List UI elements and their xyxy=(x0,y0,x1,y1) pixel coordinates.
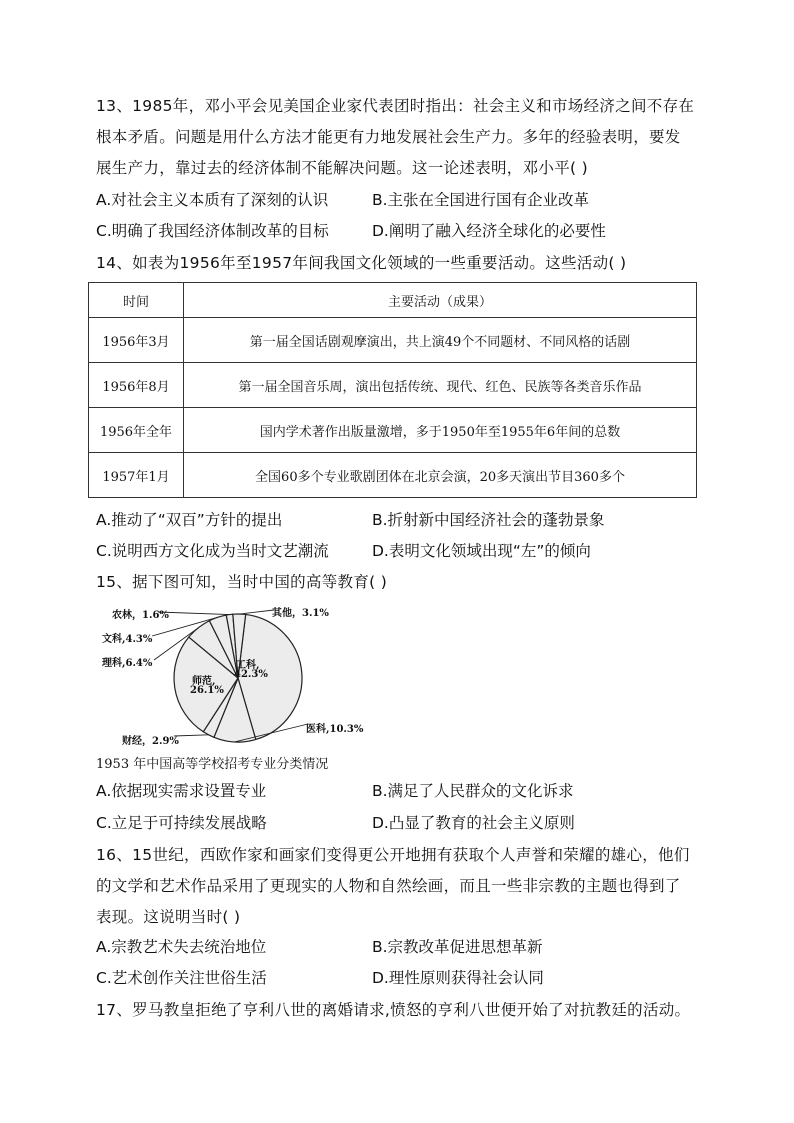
table-header-row xyxy=(89,283,697,318)
label-wenke: 文科,4.3% xyxy=(102,634,153,645)
q13-option-c[interactable]: C.明确了我国经济体制改革的目标 xyxy=(96,222,329,240)
table-cell-activity: 第一届全国音乐周，演出包括传统、现代、红色、民族等各类音乐作品 xyxy=(184,363,697,408)
table-cell-time: 1956年8月 xyxy=(89,363,184,408)
pie-chart xyxy=(96,596,376,750)
activities-table xyxy=(88,282,697,498)
q13-option-d[interactable]: D.阐明了融入经济全球化的必要性 xyxy=(372,222,606,240)
q17-stem-line-1: 17、罗马教皇拒绝了亨利八世的离婚请求,愤怒的亨利八世便开始了对抗教廷的活动。 xyxy=(96,1001,691,1019)
q16-option-a[interactable]: A.宗教艺术失去统治地位 xyxy=(96,938,267,956)
table-row xyxy=(89,318,697,363)
q16-stem-line-2: 的文学和艺术作品采用了更现实的人物和自然绘画，而且一些非宗教的主题也得到了 xyxy=(96,877,681,895)
q16-option-d[interactable]: D.理性原则获得社会认同 xyxy=(372,969,544,987)
table-header-time: 时间 xyxy=(89,283,184,318)
table-row xyxy=(89,363,697,408)
q13-stem-line-1: 13、1985年，邓小平会见美国企业家代表团时指出：社会主义和市场经济之间不存在 xyxy=(96,97,695,115)
label-yike: 医科,10.3% xyxy=(306,724,364,735)
table-cell-activity: 国内学术著作出版量激增，多于1950年至1955年6年间的总数 xyxy=(184,408,697,453)
q15-option-b[interactable]: B.满足了人民群众的文化诉求 xyxy=(372,782,574,800)
q16-option-b[interactable]: B.宗教改革促进思想革新 xyxy=(372,938,543,956)
label-shifan-pct: 26.1% xyxy=(190,685,224,696)
q15-option-a[interactable]: A.依据现实需求设置专业 xyxy=(96,782,267,800)
q14-stem: 14、如表为1956年至1957年间我国文化领域的一些重要活动。这些活动( ) xyxy=(96,254,627,272)
q16-option-c[interactable]: C.艺术创作关注世俗生活 xyxy=(96,969,267,987)
label-qita: 其他，3.1% xyxy=(272,608,329,619)
q13-stem-line-3: 展生产力，靠过去的经济体制不能解决问题。这一论述表明，邓小平( ) xyxy=(96,159,588,177)
leader-line-财经 xyxy=(174,735,208,736)
label-nonglin: 农林，1.6% xyxy=(112,610,169,621)
q13-option-b[interactable]: B.主张在全国进行国有企业改革 xyxy=(372,191,590,209)
q16-stem-line-1: 16、15世纪，西欧作家和画家们变得更公开地拥有获取个人声誉和荣耀的雄心，他们 xyxy=(96,846,690,864)
q14-option-c[interactable]: C.说明西方文化成为当时文艺潮流 xyxy=(96,542,329,560)
q15-stem: 15、据下图可知，当时中国的高等教育( ) xyxy=(96,573,388,591)
q14-option-d[interactable]: D.表明文化领域出现“左”的倾向 xyxy=(372,542,591,560)
table-cell-time: 1956年全年 xyxy=(89,408,184,453)
table-cell-time: 1957年1月 xyxy=(89,453,184,498)
chart-caption: 1953 年中国高等学校招考专业分类情况 xyxy=(96,757,329,772)
label-shifan: 师范, xyxy=(192,676,216,687)
q14-option-b[interactable]: B.折射新中国经济社会的蓬勃景象 xyxy=(372,511,605,529)
label-like: 理科,6.4% xyxy=(102,658,153,669)
q15-option-d[interactable]: D.凸显了教育的社会主义原则 xyxy=(372,814,575,832)
table-row xyxy=(89,408,697,453)
q16-stem-line-3: 表现。这说明当时( ) xyxy=(96,908,241,926)
q15-option-c[interactable]: C.立足于可持续发展战略 xyxy=(96,814,267,832)
q14-option-a[interactable]: A.推动了“双百”方针的提出 xyxy=(96,511,283,529)
label-gongke: 工科, xyxy=(236,660,260,671)
table-cell-activity: 第一届全国话剧观摩演出，共上演49个不同题材、不同风格的话剧 xyxy=(184,318,697,363)
table-row xyxy=(89,453,697,498)
label-gongke-pct: 42.3% xyxy=(234,669,268,680)
table-cell-activity: 全国60多个专业歌剧团体在北京会演，20多天演出节目360多个 xyxy=(184,453,697,498)
leader-line-其他 xyxy=(239,610,274,614)
q13-option-a[interactable]: A.对社会主义本质有了深刻的认识 xyxy=(96,191,329,209)
table-header-activity: 主要活动（成果） xyxy=(184,283,697,318)
label-caijing: 财经，2.9% xyxy=(122,736,179,747)
table-cell-time: 1956年3月 xyxy=(89,318,184,363)
q13-stem-line-2: 根本矛盾。问题是用什么方法才能更有力地发展社会生产力。多年的经验表明，要发 xyxy=(96,128,681,146)
